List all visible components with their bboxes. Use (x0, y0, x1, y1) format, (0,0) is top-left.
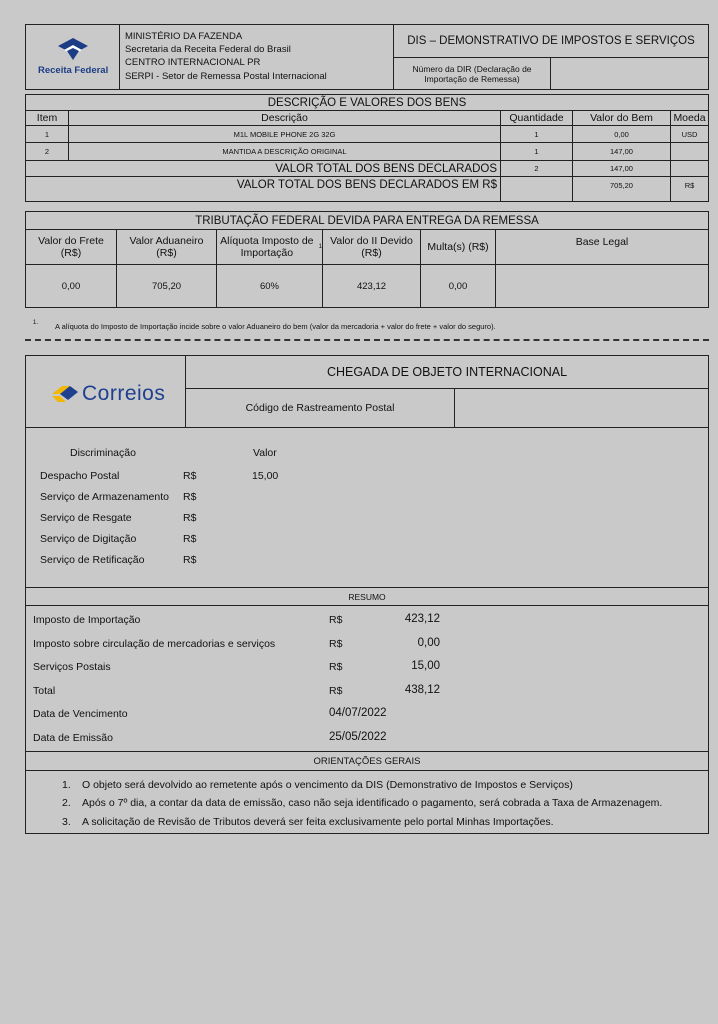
service-currency: R$ (183, 533, 197, 545)
tax-col-rate (216, 229, 323, 265)
summary-currency: R$ (329, 685, 343, 697)
summary-currency: R$ (329, 638, 343, 650)
goods-row-1-description: M1L MOBILE PHONE 2G 32G (68, 125, 501, 143)
goods-row-1-item: 1 (25, 125, 69, 143)
receita-logo-text: Receita Federal (38, 65, 109, 76)
arrival-title: CHEGADA DE OBJETO INTERNACIONAL (185, 355, 709, 389)
dir-value (550, 57, 709, 90)
tax-col-freight: Valor do Frete (R$) (25, 229, 117, 265)
guideline-text: O objeto será devolvido ao remetente após o vencimento da DIS (Demonstrativo de Impostos e Serviços) (82, 779, 573, 791)
footnote-mark: 1. (33, 320, 39, 326)
goods-total-brl-currency: R$ (670, 176, 709, 202)
tax-col-rate-note: 1 (318, 244, 322, 250)
guidelines-title: ORIENTAÇÕES GERAIS (25, 751, 709, 771)
service-label: Serviço de Resgate (40, 512, 132, 524)
secretariat-name: Secretaria da Receita Federal do Brasil (125, 44, 291, 55)
goods-total-brl-value: 705,20 (572, 176, 671, 202)
taxation-table (25, 211, 709, 308)
goods-title: DESCRIÇÃO E VALORES DOS BENS (25, 94, 709, 111)
guideline-text: Após o 7º dia, a contar da data de emissão, caso não seja identificado o pagamento, será cobrada a Taxa de Armazenagem. (82, 797, 663, 809)
summary-label: Total (33, 685, 56, 697)
dir-label: Número da DIR (Declaração de Importação de Remessa) (393, 57, 551, 90)
issue-date-label: Data de Emissão (33, 732, 113, 744)
goods-total-currency (670, 160, 709, 177)
due-date-label: Data de Vencimento (33, 708, 128, 720)
receita-logo (25, 24, 120, 90)
tax-col-legal: Base Legal (495, 229, 709, 265)
tracking-value (454, 388, 709, 428)
sector-name: SERPI - Setor de Remessa Postal Internacional (125, 71, 327, 82)
goods-total-brl-label: VALOR TOTAL DOS BENS DECLARADOS EM R$ (25, 176, 501, 202)
guideline-number: 3. (62, 816, 71, 828)
service-label: Serviço de Armazenamento (40, 491, 169, 503)
service-currency: R$ (183, 491, 197, 503)
goods-col-item: Item (25, 110, 69, 126)
service-value: 15,00 (252, 470, 279, 482)
tax-col-rate-label: Alíquota Imposto de Importação (220, 235, 314, 259)
tax-rate-value: 60% (216, 264, 323, 308)
summary-value: 15,00 (411, 660, 440, 672)
summary-label: Imposto sobre circulação de mercadorias e serviços (33, 638, 276, 650)
goods-total-label: VALOR TOTAL DOS BENS DECLARADOS (25, 160, 501, 177)
correios-logo-text: Correios (82, 382, 166, 405)
summary-value: 423,12 (404, 613, 440, 625)
service-currency: R$ (183, 470, 197, 482)
guideline-item (62, 779, 573, 791)
tax-legal-value (495, 264, 709, 308)
discrimination-header: Discriminação (70, 447, 136, 459)
service-currency: R$ (183, 512, 197, 524)
guideline-number: 1. (62, 779, 71, 791)
cut-line (25, 339, 709, 341)
center-name: CENTRO INTERNACIONAL PR (125, 57, 261, 68)
guideline-number: 2. (62, 797, 71, 809)
footnote-text: A alíquota do Imposto de Importação incide sobre o valor Aduaneiro do bem (valor da mercadoria + valor do frete + valor do seguro). (55, 322, 496, 331)
goods-row-2-quantity: 1 (500, 142, 573, 161)
goods-col-currency: Moeda (670, 110, 709, 126)
summary-title: RESUMO (25, 587, 709, 606)
goods-row-2-value: 147,00 (572, 142, 671, 161)
tax-due-value: 423,12 (322, 264, 421, 308)
value-header: Valor (253, 447, 277, 459)
tracking-label: Código de Rastreamento Postal (185, 388, 455, 428)
goods-row-1-quantity: 1 (500, 125, 573, 143)
dis-title: DIS – DEMONSTRATIVO DE IMPOSTOS E SERVIÇOS (393, 24, 709, 58)
summary-value: 0,00 (417, 637, 440, 649)
goods-total-quantity: 2 (500, 160, 573, 177)
goods-table (25, 94, 709, 202)
service-label: Serviço de Digitação (40, 533, 137, 545)
tax-col-due: Valor do II Devido (R$) (322, 229, 421, 265)
goods-col-quantity: Quantidade (500, 110, 573, 126)
summary-currency: R$ (329, 661, 343, 673)
goods-row-2-description: MANTIDA A DESCRIÇÃO ORIGINAL (68, 142, 501, 161)
guideline-item (62, 797, 662, 809)
service-currency: R$ (183, 554, 197, 566)
goods-row-1-value: 0,00 (572, 125, 671, 143)
tax-col-customs: Valor Aduaneiro (R$) (116, 229, 217, 265)
summary-currency: R$ (329, 614, 343, 626)
goods-row-2-currency (670, 142, 709, 161)
taxation-title: TRIBUTAÇÃO FEDERAL DEVIDA PARA ENTREGA DA REMESSA (25, 211, 709, 230)
due-date-value: 04/07/2022 (329, 707, 387, 719)
summary-label: Imposto de Importação (33, 614, 141, 626)
issue-date-value: 25/05/2022 (329, 731, 387, 743)
goods-row-1-currency: USD (670, 125, 709, 143)
summary-label: Serviços Postais (33, 661, 111, 673)
guideline-text: A solicitação de Revisão de Tributos deverá ser feita exclusivamente pelo portal Minhas Importações. (82, 816, 554, 828)
goods-col-value: Valor do Bem (572, 110, 671, 126)
goods-total-brl-blank (500, 176, 573, 202)
correios-logo (25, 355, 186, 428)
tax-fines-value: 0,00 (420, 264, 496, 308)
goods-total-value: 147,00 (572, 160, 671, 177)
guideline-item (62, 816, 554, 828)
service-label: Serviço de Retificação (40, 554, 145, 566)
correios-emblem-icon (50, 382, 80, 404)
service-label: Despacho Postal (40, 470, 120, 482)
receita-emblem-icon (54, 36, 92, 62)
tax-freight-value: 0,00 (25, 264, 117, 308)
summary-value: 438,12 (404, 684, 440, 696)
goods-row-2-item: 2 (25, 142, 69, 161)
tax-customs-value: 705,20 (116, 264, 217, 308)
goods-col-description: Descrição (68, 110, 501, 126)
tax-col-fines: Multa(s) (R$) (420, 229, 496, 265)
ministry-name: MINISTÉRIO DA FAZENDA (125, 31, 243, 42)
